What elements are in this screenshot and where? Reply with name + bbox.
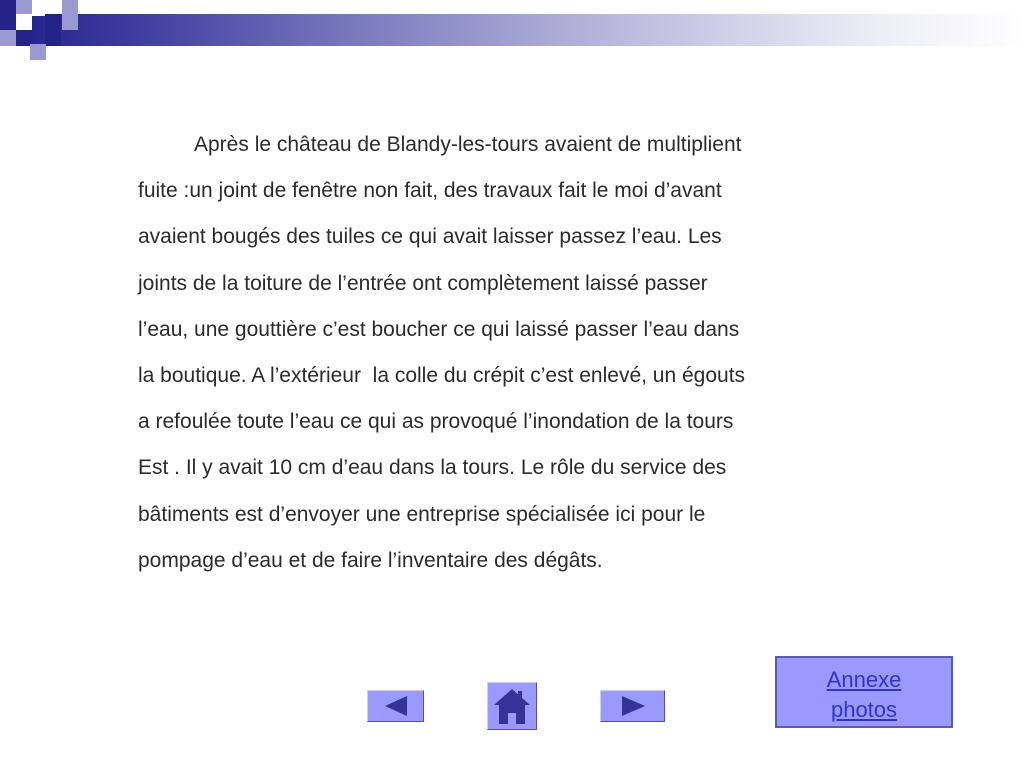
annexe-label-line2: photos (830, 697, 898, 722)
annexe-photos-link[interactable] (827, 667, 902, 722)
paragraph-line: Est . Il y avait 10 cm d’eau dans la tours. Le rôle du service des (138, 456, 727, 480)
paragraph-line: fuite :un joint de fenêtre non fait, des travaux fait le moi d’avant (138, 179, 722, 203)
paragraph-line: pompage d’eau et de faire l’inventaire des dégâts. (138, 548, 603, 572)
annexe-photos-button[interactable] (775, 656, 953, 728)
body-paragraph (138, 122, 898, 584)
next-button[interactable] (600, 690, 665, 722)
paragraph-line: a refoulée toute l’eau ce qui as provoqué l’inondation de la tours (138, 410, 734, 434)
triangle-left-icon (368, 691, 423, 721)
house-icon (488, 683, 536, 729)
home-button[interactable] (487, 682, 537, 730)
annexe-label-line1: Annexe (826, 667, 902, 692)
paragraph-line: joints de la toiture de l’entrée ont complètement laissé passer (138, 271, 708, 295)
paragraph-line: bâtiments est d’envoyer une entreprise spécialisée ici pour le (138, 502, 706, 526)
triangle-right-icon (601, 691, 664, 721)
paragraph-line: avaient bougés des tuiles ce qui avait laisser passez l’eau. Les (138, 225, 722, 249)
header-gradient-bar (0, 14, 1024, 46)
paragraph-line: la boutique. A l’extérieur la colle du crépit c’est enlevé, un égouts (138, 364, 746, 388)
paragraph-line: l’eau, une gouttière c’est boucher ce qui laissé passer l’eau dans (138, 317, 740, 341)
paragraph-line: Après le château de Blandy-les-tours avaient de multiplient (194, 133, 742, 156)
previous-button[interactable] (367, 690, 424, 722)
